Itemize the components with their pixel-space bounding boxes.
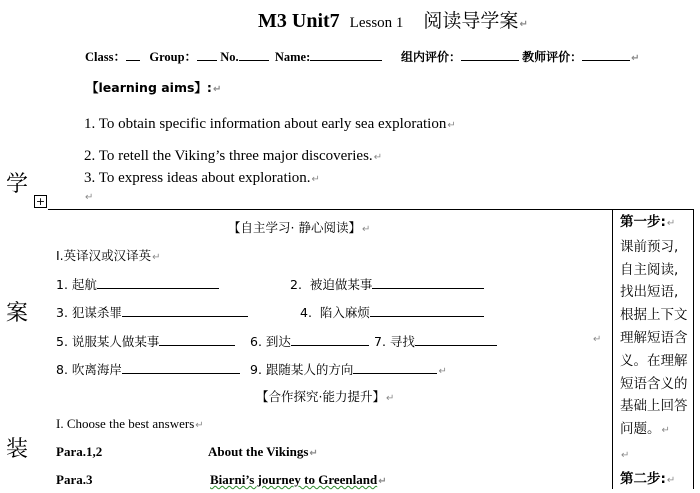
answer-blank[interactable] xyxy=(122,303,248,317)
table-move-handle-icon[interactable]: + xyxy=(35,195,46,208)
aims-heading: 【learning aims】:↵ xyxy=(86,80,222,95)
group-eval-blank[interactable] xyxy=(461,47,519,61)
paragraph-mark-icon: ↵ xyxy=(666,218,676,229)
vocab-item: 8. 吹离海岸 xyxy=(56,360,240,378)
answer-blank[interactable] xyxy=(291,332,369,346)
table-right-border xyxy=(693,209,694,489)
vocab-item: 3. 犯谋杀罪 xyxy=(56,303,248,321)
answer-blank[interactable] xyxy=(97,275,219,289)
name-blank[interactable] xyxy=(310,47,382,61)
vocab-item: 5. 说服某人做某事 xyxy=(56,332,235,350)
paragraph-mark-icon: ↵ xyxy=(621,449,630,461)
paragraph-mark-icon: ↵ xyxy=(195,420,204,431)
vocab-item: 4. 陷入麻烦 xyxy=(300,303,484,321)
answer-blank[interactable] xyxy=(372,275,484,289)
paragraph-mark-icon: ↵ xyxy=(631,53,640,64)
paragraph-mark-icon: ↵ xyxy=(373,152,383,163)
group-blank[interactable] xyxy=(197,47,217,61)
section-title-cooperation: 【合作探究·能力提升】↵ xyxy=(256,389,395,404)
paragraph-mark-icon: ↵ xyxy=(309,448,318,459)
paragraph-mark-icon: ↵ xyxy=(438,366,447,377)
side-char-an: 案 xyxy=(6,301,29,326)
paragraph-mark-icon: ↵ xyxy=(152,252,161,263)
vocab-item: 7. 寻找 xyxy=(374,332,497,350)
paragraph-mark-icon: ↵ xyxy=(661,425,670,437)
answer-blank[interactable] xyxy=(415,332,497,346)
paragraph-mark-icon: ↵ xyxy=(361,224,371,235)
aim-item: 1. To obtain specific information about early sea exploration↵ xyxy=(84,116,456,132)
para-label: Para.1,2 xyxy=(56,444,103,459)
answer-blank[interactable] xyxy=(159,332,235,346)
aim-item: 3. To express ideas about exploration.↵ xyxy=(84,170,320,186)
paragraph-mark-icon: ↵ xyxy=(378,476,387,487)
side-char-xue: 学 xyxy=(6,172,29,197)
side-char-zhuang: 装 xyxy=(6,437,29,462)
vocab-item: 9. 跟随某人的方向 ↵ xyxy=(250,362,447,377)
vocab-item: 6. 到达 xyxy=(250,332,369,350)
para-topic: About the Vikings↵ xyxy=(208,444,318,459)
paragraph-mark-icon: ↵ xyxy=(311,174,320,185)
vocab-item: 1. 起航 xyxy=(56,275,219,293)
vocab-item: 2. 被迫做某事 xyxy=(290,275,484,293)
step-one-note: 第一步:↵ 课前预习,自主阅读,找出短语,根据上下文理解短语含义。在理解短语含义的基础上回答问题。↵ ↵ 第二步:↵ xyxy=(620,214,688,487)
no-blank[interactable] xyxy=(239,47,269,61)
student-info-line: Class： Group： No. Name: 组内评价： 教师评价： ↵ xyxy=(85,47,640,65)
paragraph-mark-icon: ↵ xyxy=(519,19,528,30)
answer-blank[interactable] xyxy=(370,303,484,317)
paragraph-mark-icon: ↵ xyxy=(385,393,395,404)
paragraph-mark-icon: ↵ xyxy=(593,334,602,345)
table-column-divider xyxy=(612,209,613,489)
section-title-self-study: 【自主学习· 静心阅读】↵ xyxy=(228,220,371,235)
answer-blank[interactable] xyxy=(122,360,240,374)
table-top-border xyxy=(48,209,693,210)
para-topic: Biarni’s journey to Greenland↵ xyxy=(210,472,387,487)
answer-blank[interactable] xyxy=(353,360,437,374)
teacher-eval-blank[interactable] xyxy=(582,47,630,61)
page-title: M3 Unit7 Lesson 1 阅读导学案↵ xyxy=(258,10,528,32)
class-blank[interactable] xyxy=(126,47,140,61)
paragraph-mark-icon: ↵ xyxy=(666,474,676,486)
para-label: Para.3 xyxy=(56,472,93,487)
aim-item: 2. To retell the Viking’s three major discoveries.↵ xyxy=(84,148,383,164)
section-instruction: I.英译汉或汉译英↵ xyxy=(56,248,161,263)
paragraph-mark-icon: ↵ xyxy=(212,84,222,95)
paragraph-mark-icon: ↵ xyxy=(447,120,456,131)
paragraph-mark-icon: ↵ xyxy=(85,192,94,203)
section-instruction: I. Choose the best answers↵ xyxy=(56,416,204,431)
